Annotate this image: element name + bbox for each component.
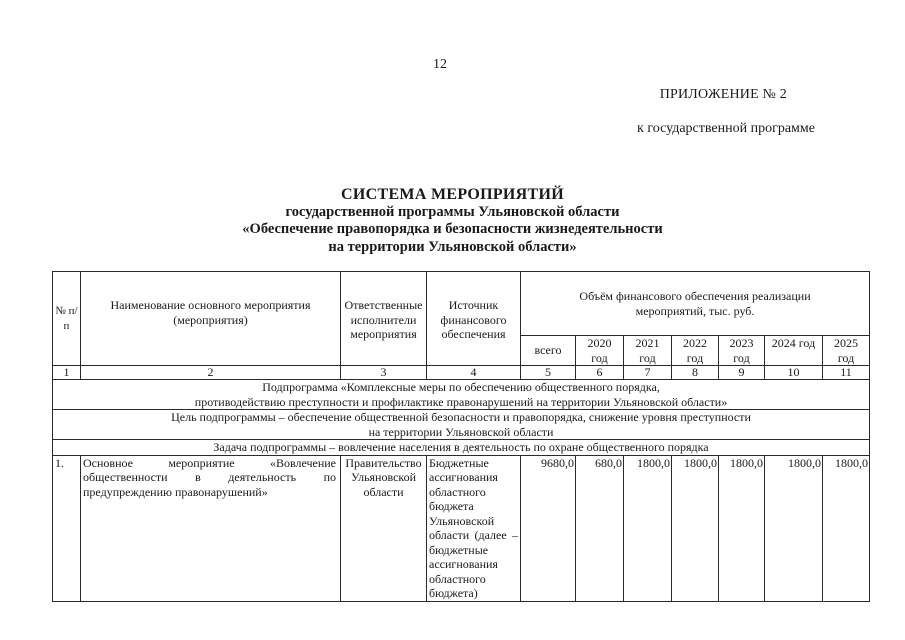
column-number: 4 [427, 366, 521, 380]
header-year-2021: 2021 год [624, 336, 672, 366]
row-total: 9680,0 [521, 455, 576, 601]
header-total: всего [521, 336, 576, 366]
row-year-2023: 1800,0 [719, 455, 765, 601]
row-year-2021: 1800,0 [624, 455, 672, 601]
column-number: 11 [823, 366, 870, 380]
header-year-2022: 2022 год [672, 336, 719, 366]
title-line-1: СИСТЕМА МЕРОПРИЯТИЙ [341, 186, 564, 203]
column-number: 2 [81, 366, 341, 380]
goal-heading [53, 410, 870, 440]
column-number: 9 [719, 366, 765, 380]
header-year-2020: 2020 год [576, 336, 624, 366]
column-number: 6 [576, 366, 624, 380]
header-source: Источник финансового обеспечения [427, 272, 521, 366]
subprogram-line-1: Подпрограмма «Комплексные меры по обеспечению общественного порядка, [262, 380, 660, 394]
column-number: 8 [672, 366, 719, 380]
header-funding: Объём финансового обеспечения реализации мероприятий, тыс. руб. [521, 272, 870, 336]
header-year-2025: 2025 год [823, 336, 870, 366]
measures-table [52, 271, 870, 602]
header-year-2024: 2024 год [765, 336, 823, 366]
row-name: Основное мероприятие «Вовлечение общественности в деятельность по предупреждению правонарушений» [81, 455, 341, 601]
goal-line-1: Цель подпрограммы – обеспечение общественной безопасности и правопорядка, снижение уровня преступности [171, 410, 751, 424]
row-year-2020: 680,0 [576, 455, 624, 601]
column-number: 5 [521, 366, 576, 380]
row-year-2024: 1800,0 [765, 455, 823, 601]
row-executor: Правительство Ульяновской области [341, 455, 427, 601]
title-line-4: на территории Ульяновской области» [328, 238, 577, 255]
subprogram-heading [53, 380, 870, 410]
appendix-label: ПРИЛОЖЕНИЕ № 2 [659, 87, 787, 102]
row-year-2022: 1800,0 [672, 455, 719, 601]
appendix-subtitle: к государственной программе [637, 121, 815, 136]
header-num: № п/п [53, 272, 81, 366]
column-number: 1 [53, 366, 81, 380]
header-executors: Ответственные исполнители мероприятия [341, 272, 427, 366]
page-number: 12 [433, 57, 447, 72]
header-name: Наименование основного мероприятия (мероприятия) [81, 272, 341, 366]
task-heading: Задача подпрограммы – вовлечение населения в деятельность по охране общественного порядка [53, 440, 870, 456]
title-line-3: «Обеспечение правопорядка и безопасности жизнедеятельности [242, 221, 663, 237]
title-line-2: государственной программы Ульяновской области [285, 203, 620, 220]
row-num: 1. [53, 455, 81, 601]
column-number: 7 [624, 366, 672, 380]
document-title [0, 186, 905, 256]
column-number: 10 [765, 366, 823, 380]
subprogram-line-2: противодействию преступности и профилактике правонарушений на территории Ульяновской области» [194, 394, 728, 409]
row-source: Бюджетные ассигнования областного бюджета Ульяновской области (далее – бюджетные ассигнования областного бюджета) [427, 455, 521, 601]
table-row [53, 455, 870, 601]
header-year-2023: 2023 год [719, 336, 765, 366]
row-year-2025: 1800,0 [823, 455, 870, 601]
goal-line-2: на территории Ульяновской области [368, 424, 554, 439]
column-number: 3 [341, 366, 427, 380]
